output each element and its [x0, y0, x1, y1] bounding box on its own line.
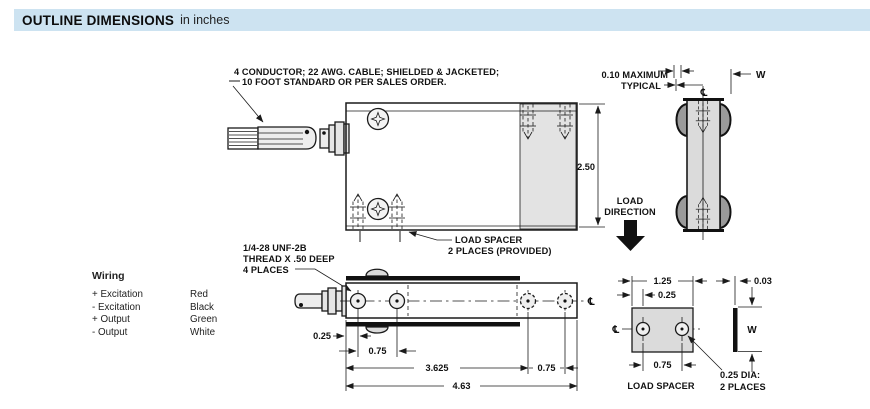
dia-note-line2: 2 PLACES [720, 382, 766, 392]
dim-0-75b: 0.75 [537, 363, 556, 373]
wiring-signal: + Output [92, 314, 130, 326]
mounting-hole-hidden [521, 290, 536, 312]
wiring-signal: - Output [92, 326, 128, 338]
side-view-body [346, 283, 577, 318]
load-spacer-bar-top [346, 276, 520, 281]
max-typ-line1: 0.10 MAXIMUM [601, 70, 668, 80]
thread-note-line2: THREAD X .50 DEEP [243, 254, 335, 264]
dim-0-25-spacer: 0.25 [658, 290, 676, 300]
spacer-note-leader [409, 232, 452, 240]
wiring-title: Wiring [92, 270, 125, 282]
cable-end-dot [305, 130, 309, 134]
dim-0-25: 0.25 [313, 331, 331, 341]
max-typ-line2: TYPICAL [620, 81, 661, 91]
wiring-color: Red [190, 289, 208, 300]
spacer-note-line2: 2 PLACES (PROVIDED) [448, 246, 552, 256]
w-label: W [756, 70, 766, 81]
load-spacer-bump [677, 196, 688, 228]
end-view [604, 69, 766, 251]
dim-2-50: 2.50 [577, 162, 595, 172]
load-spacer-bump [720, 196, 731, 228]
spacer-dome [366, 269, 388, 276]
dim-3-625: 3.625 [425, 363, 449, 373]
side-cable-gland [295, 286, 346, 316]
dim-0-75-spacer: 0.75 [653, 360, 672, 370]
page-subtitle: in inches [180, 13, 230, 27]
load-spacer-bar-bottom [346, 322, 520, 327]
wiring-color: Green [190, 314, 218, 326]
dim-width-w [731, 69, 766, 94]
centerline-symbol: ℄ [700, 88, 708, 99]
w-label: W [747, 325, 757, 336]
load-direction [604, 196, 656, 251]
load-spacer-bump [720, 104, 731, 136]
centerline-symbol: ℄ [612, 325, 619, 336]
side-view [295, 269, 595, 392]
screw-icon [368, 109, 389, 130]
load-direction-arrow [624, 220, 637, 236]
cable-note-leader [233, 86, 263, 122]
threaded-hole-hidden [350, 194, 366, 229]
load-spacer-detail [612, 274, 772, 392]
load-dir-line1: LOAD [616, 196, 644, 206]
spacer-edge-bar [733, 308, 738, 352]
max-typical-note [601, 65, 703, 91]
end-view-body [687, 100, 720, 230]
screw-icon [368, 199, 389, 220]
thread-note-line3: 4 PLACES [243, 265, 289, 275]
mounting-hole-hidden [558, 290, 573, 312]
cable-note-line1: 4 CONDUCTOR; 22 AWG. CABLE; SHIELDED & JACKETED; [234, 67, 500, 77]
load-spacer-bump [677, 104, 688, 136]
centerline-symbol: ℄ [588, 297, 595, 308]
dim-body-height [577, 104, 605, 227]
top-view [228, 65, 703, 291]
dia-note-line1: 0.25 DIA: [720, 370, 761, 380]
page-title: OUTLINE DIMENSIONS [22, 12, 175, 28]
thread-note-line1: 1/4-28 UNF-2B [243, 243, 307, 253]
wiring-color: Black [190, 301, 214, 313]
cable-assembly [228, 122, 349, 155]
dim-0-03: 0.03 [754, 276, 772, 286]
wiring-signal: - Excitation [92, 301, 141, 313]
dim-0-75: 0.75 [368, 346, 387, 356]
spacer-edge-view [716, 276, 772, 372]
wiring-color: White [190, 326, 216, 338]
dim-1-25: 1.25 [653, 276, 672, 286]
spacer-note-line1: LOAD SPACER [455, 235, 523, 245]
dim-4-63: 4.63 [452, 381, 471, 391]
mounting-hole [390, 290, 405, 312]
cable-note-line2: 10 FOOT STANDARD OR PER SALES ORDER. [242, 77, 447, 87]
load-dir-line2: DIRECTION [604, 207, 656, 217]
wiring-signal: + Excitation [92, 289, 143, 300]
top-view-right-block [520, 104, 576, 229]
spacer-dome [366, 327, 388, 333]
load-direction-arrowhead [616, 236, 645, 251]
threaded-hole-hidden [389, 194, 405, 229]
spacer-label: LOAD SPACER [627, 381, 695, 391]
mounting-hole [351, 290, 366, 312]
